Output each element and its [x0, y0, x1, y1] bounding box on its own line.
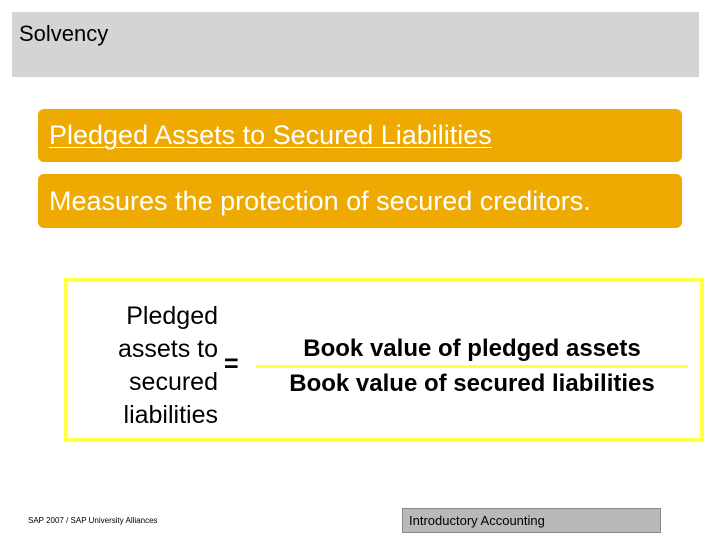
formula-label [80, 300, 218, 432]
formula-label-line: secured [129, 368, 218, 396]
footer-copyright: SAP 2007 / SAP University Alliances [28, 516, 158, 525]
ratio-description: Measures the protection of secured creditors. [49, 186, 591, 216]
slide-title: Solvency [19, 21, 109, 46]
formula-label-line: assets to [117, 335, 218, 363]
ratio-title: Pledged Assets to Secured Liabilities [49, 120, 492, 150]
formula-label-line: liabilities [123, 401, 218, 429]
fraction-numerator: Book value of pledged assets [256, 334, 688, 368]
formula-box [64, 278, 704, 442]
header-bar [12, 12, 699, 77]
formula-label-line: Pledged [126, 302, 218, 330]
ratio-description-box [38, 174, 682, 228]
ratio-title-box [38, 109, 682, 162]
fraction-denominator: Book value of secured liabilities [289, 370, 655, 397]
footer-course-label: Introductory Accounting [402, 508, 661, 533]
fraction [256, 334, 688, 400]
equals-sign: = [224, 350, 239, 378]
